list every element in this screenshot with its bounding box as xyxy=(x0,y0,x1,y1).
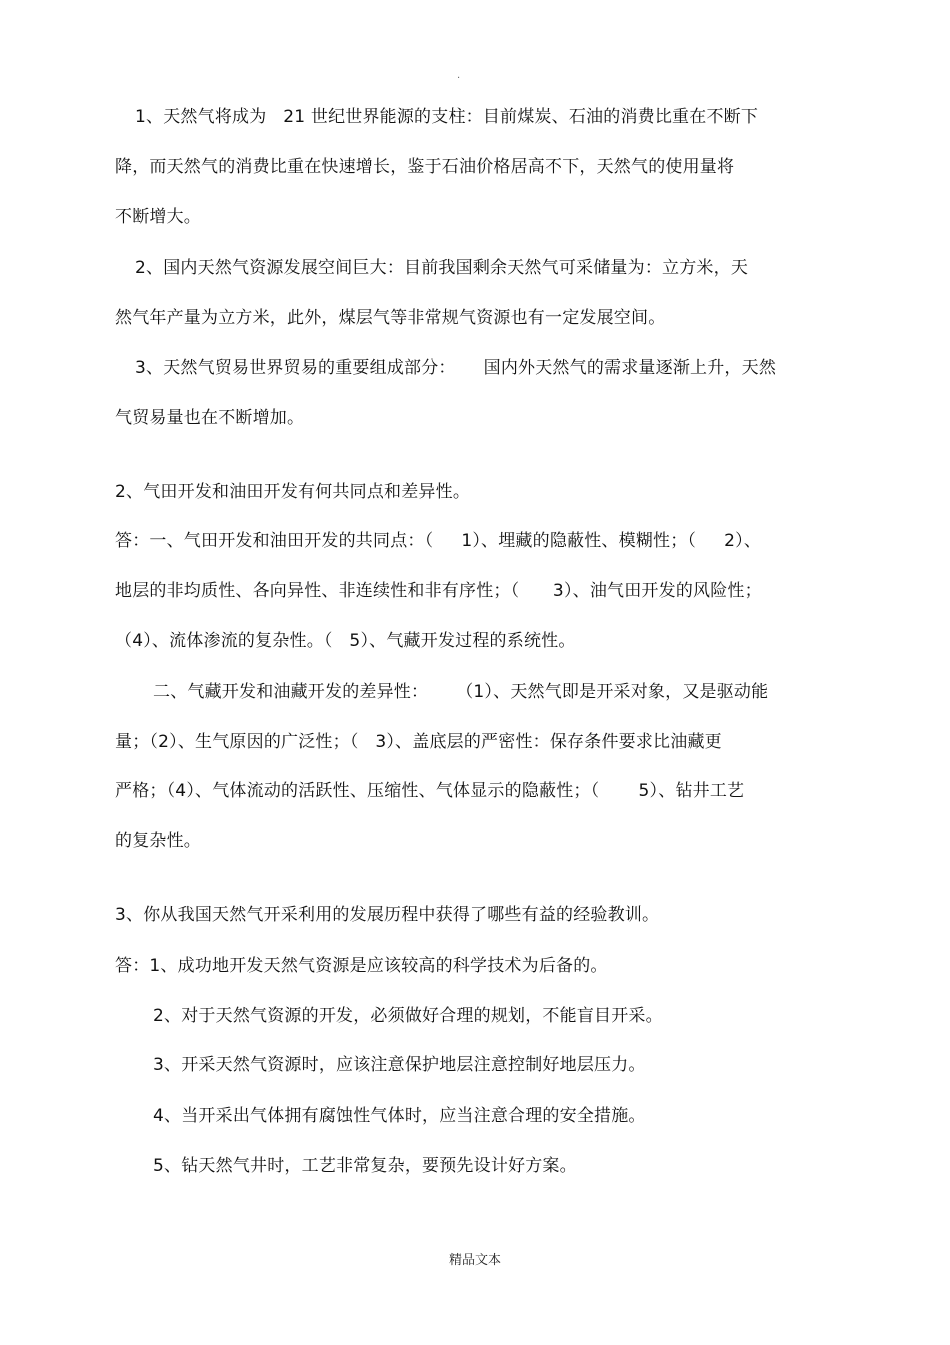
q3-title: 3、你从我国天然气开采利用的发展历程中获得了哪些有益的经验教训。 xyxy=(115,905,660,925)
s1-p3-line1: 3、天然气贸易世界贸易的重要组成部分： 国内外天然气的需求量逐渐上升，天然 xyxy=(135,358,777,378)
q2-a2-line2: 量；（2）、生气原因的广泛性；（ 3）、盖底层的严密性：保存条件要求比油藏更 xyxy=(115,732,722,752)
q2-title: 2、气田开发和油田开发有何共同点和差异性。 xyxy=(115,482,471,502)
page-footer: 精品文本 xyxy=(448,1253,501,1268)
q2-a2-line1: 二、气藏开发和油藏开发的差异性： （1）、天然气即是开采对象，又是驱动能 xyxy=(153,682,769,702)
s1-p1-line1: 1、天然气将成为 21 世纪世界能源的支柱：目前煤炭、石油的消费比重在不断下 xyxy=(135,107,759,127)
s1-p2-line1: 2、国内天然气资源发展空间巨大：目前我国剩余天然气可采储量为：立方米，天 xyxy=(135,258,749,278)
s1-p1-line2: 降，而天然气的消费比重在快速增长，鉴于石油价格居高不下，天然气的使用量将 xyxy=(115,157,735,177)
header-mark: . xyxy=(457,70,461,81)
q3-answer-2: 2、对于天然气资源的开发，必须做好合理的规划，不能盲目开采。 xyxy=(153,1006,663,1026)
q2-a1-line1: 答：一、气田开发和油田开发的共同点：（ 1）、埋藏的隐蔽性、模糊性；（ 2）、 xyxy=(115,531,762,551)
s1-p1-line3: 不断增大。 xyxy=(115,207,201,227)
q2-a1-line3: （4）、流体渗流的复杂性。（ 5）、气藏开发过程的系统性。 xyxy=(115,631,576,651)
q2-a2-line4: 的复杂性。 xyxy=(115,831,201,851)
q3-answer-1: 答：1、成功地开发天然气资源是应该较高的科学技术为后备的。 xyxy=(115,956,608,976)
s1-p2-line2: 然气年产量为立方米，此外，煤层气等非常规气资源也有一定发展空间。 xyxy=(115,308,666,328)
q3-answer-4: 4、当开采出气体拥有腐蚀性气体时，应当注意合理的安全措施。 xyxy=(153,1106,646,1126)
q3-answer-5: 5、钻天然气井时，工艺非常复杂，要预先设计好方案。 xyxy=(153,1156,577,1176)
s1-p3-line2: 气贸易量也在不断增加。 xyxy=(115,408,305,428)
q3-answer-3: 3、开采天然气资源时，应该注意保护地层注意控制好地层压力。 xyxy=(153,1055,646,1075)
q2-a2-line3: 严格；（4）、气体流动的活跃性、压缩性、气体显示的隐蔽性；（ 5）、钻井工艺 xyxy=(115,781,745,801)
q2-a1-line2: 地层的非均质性、各向异性、非连续性和非有序性；（ 3）、油气田开发的风险性； xyxy=(115,581,762,601)
